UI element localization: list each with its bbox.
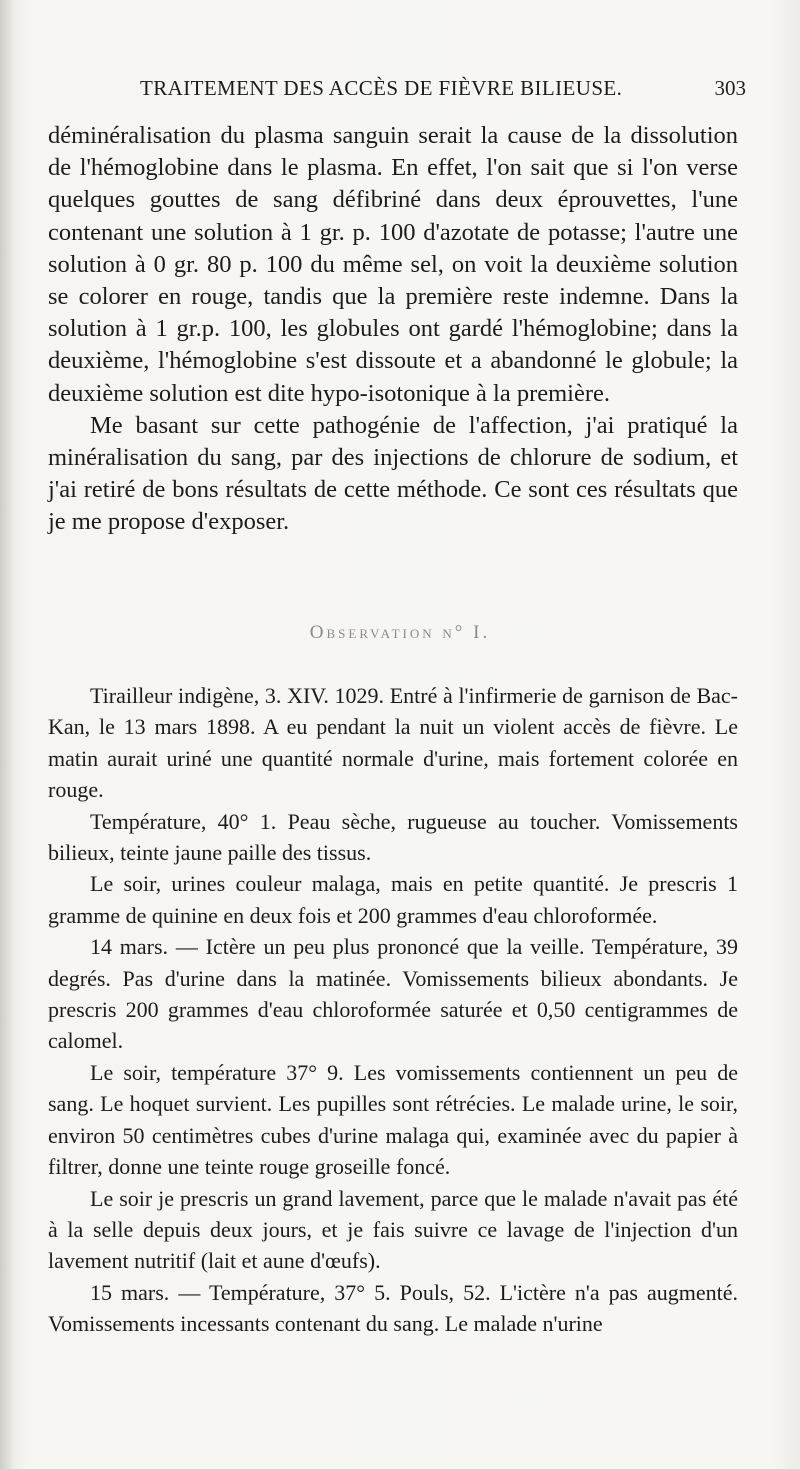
- running-head: [48, 72, 748, 106]
- observation-text: [48, 680, 738, 1340]
- observation-paragraph-7: 15 mars. — Température, 37° 5. Pouls, 52. L'ictère n'a pas augmenté. Vomissements incessants contenant du sang. Le malade n'urine: [48, 1279, 738, 1337]
- observation-paragraph-6: Le soir je prescris un grand lavement, parce que le malade n'avait pas été à la selle depuis deux jours, et je fais suivre ce lavage de l'injection d'un lavement nutritif (lait et aune d'œufs).: [48, 1185, 738, 1274]
- intro-paragraph-2: Me basant sur cette pathogénie de l'affection, j'ai pratiqué la minéralisation du sang, par des injections de chlorure de sodium, et j'ai retiré de bons résultats de cette méthode. Ce sont ces résultats que je me propose d'exposer.: [48, 411, 738, 536]
- running-title: TRAITEMENT DES ACCÈS DE FIÈVRE BILIEUSE.: [140, 76, 623, 100]
- observation-paragraph-4: 14 mars. — Ictère un peu plus prononcé que la veille. Température, 39 degrés. Pas d'urine dans la matinée. Vomissements bilieux abondants. Je prescris 200 grammes d'eau chloroformée saturée et 0,50 centigrammes de calomel.: [48, 934, 738, 1054]
- observation-heading: Observation n° I.: [309, 622, 491, 643]
- page-number: 303: [714, 76, 746, 100]
- observation-paragraph-2: Température, 40° 1. Peau sèche, rugueuse au toucher. Vomissements bilieux, teinte jaune paille des tissus.: [48, 808, 738, 866]
- observation-paragraph-3: Le soir, urines couleur malaga, mais en petite quantité. Je prescris 1 gramme de quinine en deux fois et 200 grammes d'eau chloroformée.: [48, 871, 738, 928]
- intro-text: [48, 120, 738, 539]
- observation-paragraph-1: Tirailleur indigène, 3. XIV. 1029. Entré à l'infirmerie de garnison de Bac-Kan, le 13 mars 1898. A eu pendant la nuit un violent accès de fièvre. Le matin aurait uriné une quantité normale d'urine, mais fortement colorée en rouge.: [48, 683, 738, 803]
- page-gutter-shadow: [0, 0, 14, 1469]
- observation-paragraph-5: Le soir, température 37° 9. Les vomissements contiennent un peu de sang. Le hoquet survient. Les pupilles sont rétrécies. Le malade urine, le soir, environ 50 centimètres cubes d'urine malaga qui, examinée avec du papier à filtrer, donne une teinte rouge groseille foncé.: [48, 1059, 738, 1180]
- intro-paragraph-1: déminéralisation du plasma sanguin serait la cause de la dissolution de l'hémoglobine dans le plasma. En effet, l'on sait que si l'on verse quelques gouttes de sang défibriné dans deux éprouvettes, l'une contenant une solution à 1 gr. p. 100 d'azotate de potasse; l'autre une solution à 0 gr. 80 p. 100 du même sel, on voit la deuxième solution se colorer en rouge, tandis que la première reste indemne. Dans la solution à 1 gr.p. 100, les globules ont gardé l'hémoglobine; dans la deuxième, l'hémoglobine s'est dissoute et a abandonné le globule; la deuxième solution est dite hypo-isotonique à la première.: [48, 122, 738, 407]
